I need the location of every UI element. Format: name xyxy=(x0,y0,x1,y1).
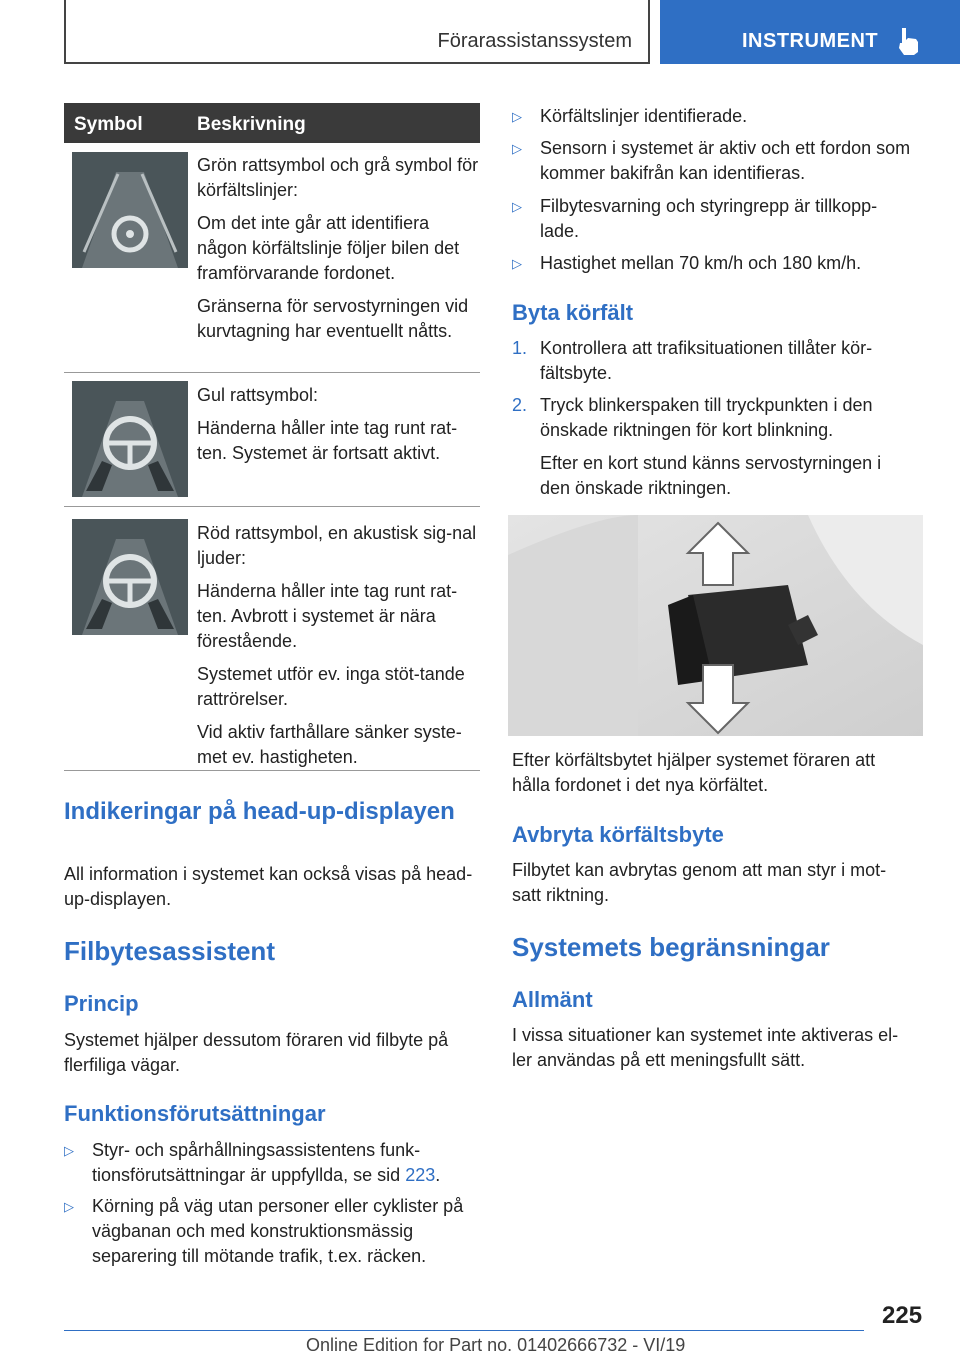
row2-para2: Händerna håller inte tag runt rat-ten. Systemet är fortsatt aktivt. xyxy=(197,418,458,463)
footer-divider xyxy=(64,1330,864,1331)
row3-para3: Systemet utför ev. inga stöt-tande rattrörelser. xyxy=(197,664,465,709)
step-number: 1. xyxy=(512,338,528,358)
hand-pointer-icon xyxy=(896,26,922,56)
row1-para3: Gränserna för servostyrningen vid kurvtagning har eventuellt nåtts. xyxy=(197,296,469,341)
filbyte-title: Filbytesassistent xyxy=(64,936,275,966)
byta-heading: Byta körfält xyxy=(512,300,634,325)
table-row xyxy=(64,507,480,771)
step-item xyxy=(512,336,912,386)
right-item-1: Körfältslinjer identifierade. xyxy=(540,106,748,126)
triangle-bullet-icon: ▷ xyxy=(64,1143,74,1158)
header-section-tab xyxy=(64,0,650,64)
row3-para2: Händerna håller inte tag runt rat-ten. Avbrott i systemet är nära förestående. xyxy=(197,581,458,651)
limits-subheading: Allmänt xyxy=(512,987,593,1012)
row3-para1: Röd rattsymbol, en akustisk sig-nal ljuder: xyxy=(197,523,477,568)
after-change-text: Efter körfältsbytet hjälper systemet föraren att hålla fordonet i det nya körfältet. xyxy=(512,750,876,795)
princip-text: Systemet hjälper dessutom föraren vid filbyte på flerfiliga vägar. xyxy=(64,1030,449,1075)
symbol-table xyxy=(64,103,480,771)
row3-para4: Vid aktiv farthållare sänker syste-met ev. hastigheten. xyxy=(197,722,462,767)
step-item xyxy=(512,393,912,443)
yellow-steering-wheel-hands-icon xyxy=(72,381,188,497)
triangle-bullet-icon: ▷ xyxy=(512,199,522,214)
table-header xyxy=(64,103,480,143)
table-row xyxy=(64,373,480,507)
red-steering-wheel-hands-icon xyxy=(72,519,188,635)
table-row xyxy=(64,143,480,373)
princip-heading: Princip xyxy=(64,991,139,1016)
header-chapter-title: INSTRUMENT xyxy=(742,30,879,52)
list-item xyxy=(512,194,912,244)
col-header-description: Beskrivning xyxy=(197,114,306,135)
right-item-2: Sensorn i systemet är aktiv och ett fordon som kommer bakifrån kan identifieras. xyxy=(540,138,911,183)
page-number: 225 xyxy=(882,1302,923,1329)
limits-title: Systemets begränsningar xyxy=(512,932,830,962)
avbryta-heading: Avbryta körfältsbyte xyxy=(512,822,724,847)
list-item xyxy=(64,1138,480,1188)
green-steering-wheel-lane-icon xyxy=(72,152,188,268)
triangle-bullet-icon: ▷ xyxy=(512,141,522,156)
step-text: Tryck blinkerspaken till tryckpunkten i den önskade riktningen för kort blinkning. xyxy=(540,395,873,440)
funk-item-1: Styr- och spårhållningsassistentens funk-tionsförutsättningar är uppfyllda, se sid xyxy=(92,1140,421,1185)
list-item xyxy=(512,136,912,186)
row1-para2: Om det inte går att identifiera någon körfältslinje följer bilen det framförvarande fordonet. xyxy=(197,213,460,283)
header-chapter-tab[interactable] xyxy=(660,0,960,64)
list-item xyxy=(64,1194,480,1269)
step2-extra: Efter en kort stund känns servostyrningen i den önskade riktningen. xyxy=(540,453,882,498)
row1-para1: Grön rattsymbol och grå symbol för körfältslinjer: xyxy=(197,155,479,200)
limits-text: I vissa situationer kan systemet inte aktiveras el-ler användas på ett meningsfullt sätt. xyxy=(512,1025,899,1070)
hud-heading: Indikeringar på head-up-displayen xyxy=(64,798,455,825)
step-number: 2. xyxy=(512,395,528,415)
avbryta-text: Filbytet kan avbrytas genom att man styr i mot-satt riktning. xyxy=(512,860,887,905)
right-item-3: Filbytesvarning och styringrepp är tillkopp-lade. xyxy=(540,196,878,241)
triangle-bullet-icon: ▷ xyxy=(64,1199,74,1214)
page-link[interactable]: 223 xyxy=(405,1165,436,1185)
list-item xyxy=(512,104,912,129)
col-header-symbol: Symbol xyxy=(74,114,143,135)
triangle-bullet-icon: ▷ xyxy=(512,109,522,124)
funk-item-2: Körning på väg utan personer eller cyklister på vägbanan och med konstruktionsmässig separering till mötande trafik, t.ex. räcken. xyxy=(92,1196,464,1266)
footer-edition: Online Edition for Part no. 01402666732 - VI/19 xyxy=(306,1335,686,1355)
funk-heading: Funktionsförutsättningar xyxy=(64,1101,326,1126)
hud-text: All information i systemet kan också visas på head-up-displayen. xyxy=(64,864,473,909)
turn-signal-lever-illustration xyxy=(508,515,923,736)
funk-item-1-suffix: . xyxy=(435,1165,441,1185)
step-text: Kontrollera att trafiksituationen tillåter kör-fältsbyte. xyxy=(540,338,873,383)
header-section-title: Förarassistanssystem xyxy=(437,30,632,52)
triangle-bullet-icon: ▷ xyxy=(512,256,522,271)
right-item-4: Hastighet mellan 70 km/h och 180 km/h. xyxy=(540,253,862,273)
list-item xyxy=(512,251,912,276)
row2-para1: Gul rattsymbol: xyxy=(197,385,319,405)
